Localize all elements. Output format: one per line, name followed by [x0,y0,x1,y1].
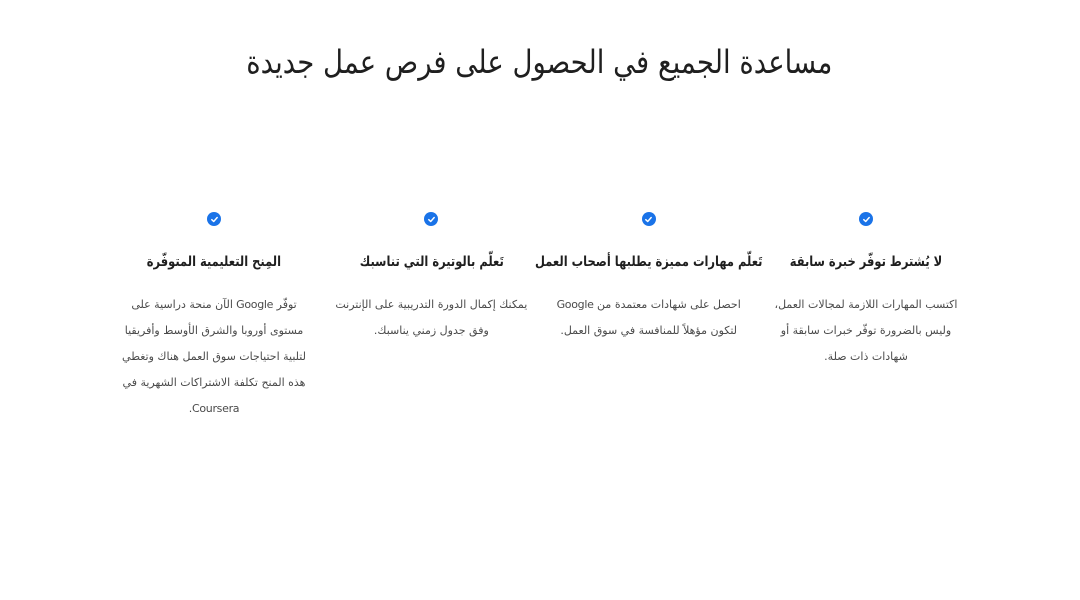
feature-description: اكتسب المهارات اللازمة لمجالات العمل، وليس بالضرورة توفّر خبرات سابقة أو شهادات ذات صلة. [774,298,958,363]
feature-title: تَعلّم بالوتيرة التي تناسبك [359,254,504,270]
feature-title: لا يُشترط توفّر خبرة سابقة [789,254,943,270]
feature-title: تَعلّم مهارات مميزة يطلبها أصحاب العمل [534,254,763,270]
feature-in-demand-skills [534,212,763,422]
feature-description: توفّر Google الآن منحة دراسية على مستوى أوروبا والشرق الأوسط وأفريقيا لتلبية احتياجات سوق العمل هناك وتغطي هذه المنح تكلفة الاشتراكات الشهرية في Coursera. [122,298,306,415]
feature-own-pace [331,212,531,422]
feature-no-experience [766,212,966,422]
feature-description: احصل على شهادات معتمدة من Google لتكون مؤهلاً للمنافسة في سوق العمل. [556,298,741,337]
feature-description: يمكنك إكمال الدورة التدريبية على الإنترنت وفق جدول زمني يناسبك. [335,298,528,337]
page-title: مساعدة الجميع في الحصول على فرص عمل جديدة [246,43,833,81]
check-circle-icon [207,212,221,226]
feature-title: المِنح التعليمية المتوفّرة [146,254,282,270]
features-row [114,212,966,422]
check-circle-icon [859,212,873,226]
feature-scholarships [114,212,314,422]
check-circle-icon [642,212,656,226]
check-circle-icon [424,212,438,226]
